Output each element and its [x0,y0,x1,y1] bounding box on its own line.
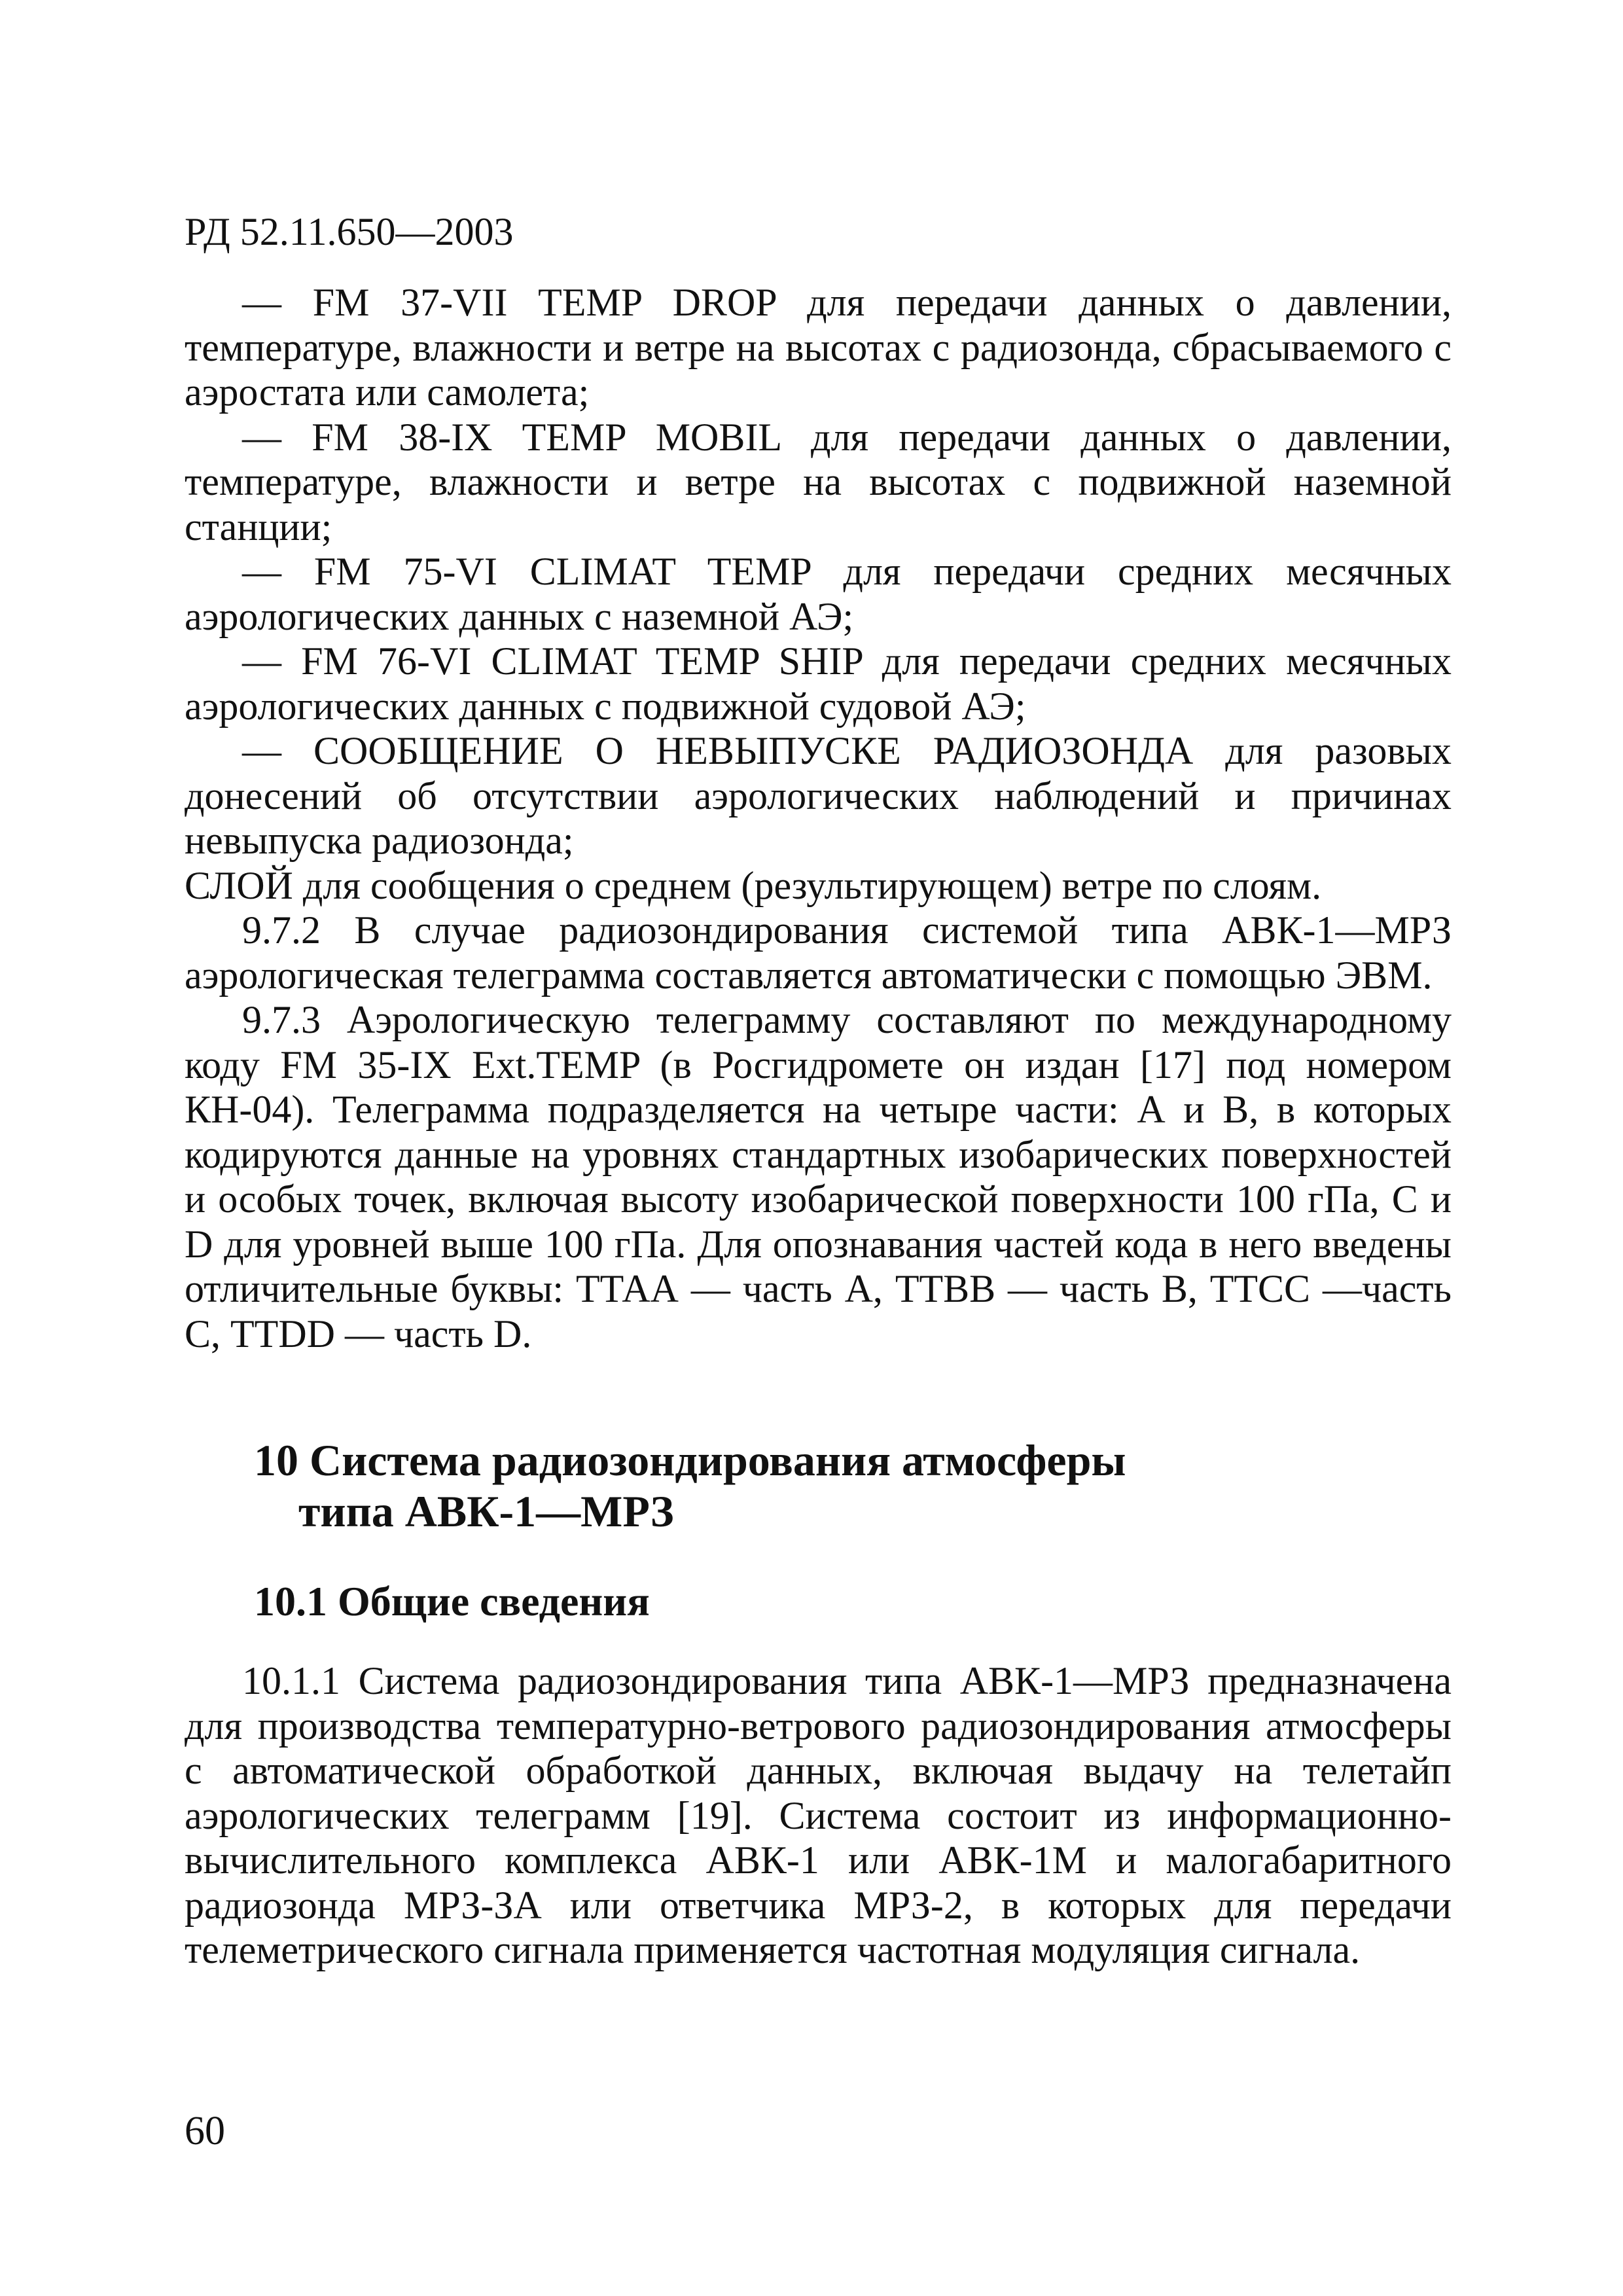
section-heading-line1: 10 Система радиозондирования атмосферы [254,1435,1126,1485]
paragraph-fm37-temp-drop: — FM 37-VII TEMP DROP для передачи данных о давлении, температуре, влажности и ветре на высотах с радиозонда, сбрасываемого с аэростата или самолета; [185,281,1452,414]
subsection-heading-10-1: 10.1 Общие сведения [254,1578,650,1624]
paragraph-nevypusk-radiozonda: — СООБЩЕНИЕ О НЕВЫПУСКЕ РАДИОЗОНДА для разовых донесений об отсутствии аэрологических наблюдений и причинах невыпуска радиозонда; [185,729,1452,862]
section-heading-line2: типа АВК-1—МРЗ [298,1486,674,1536]
paragraph-fm38-temp-mobil: — FM 38-IX TEMP MOBIL для передачи данных о давлении, температуре, влажности и ветре на высотах с подвижной наземной станции; [185,415,1452,548]
page-content [185,280,1452,1973]
paragraph-9-7-2: 9.7.2 В случае радиозондирования системой типа АВК-1—МРЗ аэрологическая телеграмма составляется автоматически с помощью ЭВМ. [185,908,1452,997]
paragraph-fm76-climat-temp-ship: — FM 76-VI CLIMAT TEMP SHIP для передачи средних месячных аэрологических данных с подвижной судовой АЭ; [185,639,1452,728]
paragraph-sloi: СЛОЙ для сообщения о среднем (результирующем) ветре по слоям. [185,863,1322,907]
paragraph-10-1-1: 10.1.1 Система радиозондирования типа АВК-1—МРЗ предназначена для производства температурно-ветрового радиозондирования атмосферы с автоматической обработкой данных, включая выдачу на телетайп аэрологических телеграмм [19]. Система состоит из информационно-вычислительного комплекса АВК-1 или АВК-1М и малогабаритного радиозонда МРЗ-ЗА или ответчика МРЗ-2, в которых для передачи телеметрического сигнала применяется частотная модуляция сигнала. [185,1659,1452,1971]
paragraph-fm75-climat-temp: — FM 75-VI CLIMAT TEMP для передачи средних месячных аэрологических данных с наземной АЭ; [185,550,1452,638]
running-head: РД 52.11.650—2003 [185,210,514,253]
paragraph-9-7-3: 9.7.3 Аэрологическую телеграмму составляют по международному коду FM 35-IX Ext.TEMP (в Росгидромете он издан [17] под номером КН-04). Телеграмма подразделяется на четыре части: А и В, в которых кодируются данные на уровнях стандартных изобарических поверхностей и особых точек, включая высоту изобарической поверхности 100 гПа, С и D для уровней выше 100 гПа. Для опознавания частей кода в него введены отличительные буквы: ТТАА — часть А, ТТВВ — часть В, ТТСС —часть С, TTDD — часть D. [185,998,1452,1355]
section-heading-10 [185,1435,1301,1537]
page-number: 60 [185,2109,225,2153]
